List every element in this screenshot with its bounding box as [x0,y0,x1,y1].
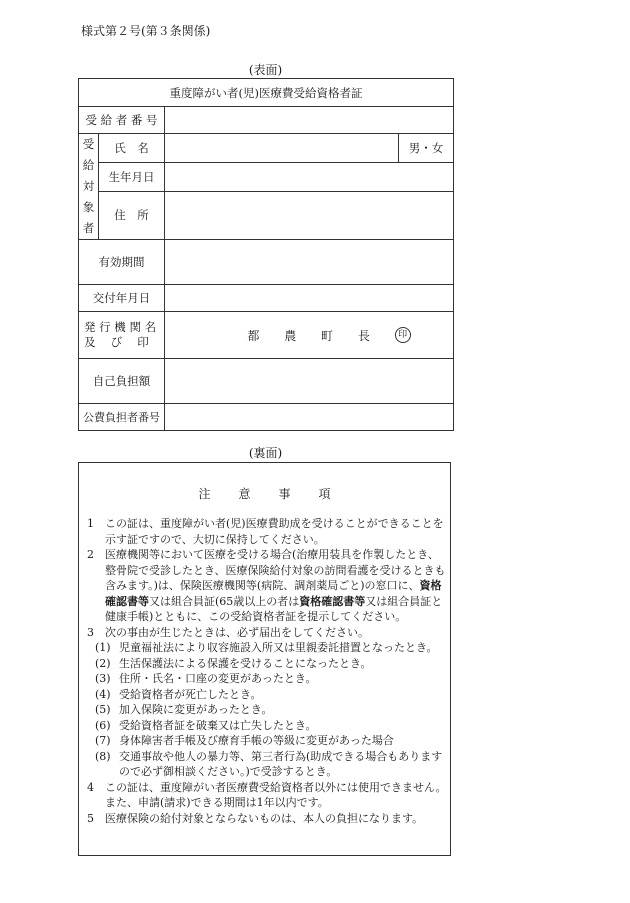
target-group-label: 受 給 対 象 者 [79,134,99,240]
issue-date-label: 交付年月日 [79,285,165,312]
issuer-word: 町 [321,328,334,343]
name-label: 氏 名 [99,134,165,163]
note-item: 3 次の事由が生じたときは、必ず届出をしてください。 [87,625,369,639]
note-item: 2 医療機関等において医療を受ける場合(治療用装具を作製したとき、整骨院で受診したとき、医療保険給付対象の訪問看護を受けるときも含みます。)は、保険医療機関等(病院、調剤薬局ごと)の窓口に、資格確認書等又は組合員証(65歳以上の者は資格確認書等又は組合員証と健康手帳)とともに、この受給資格者証を提示してください。 [87,548,446,623]
dob-label: 生年月日 [99,162,165,191]
seal-icon: 印 [395,327,411,343]
sub-item: (1) 児童福祉法により収容施設入所又は里親委託措置となったとき。 [95,641,438,654]
certificate-back-box [78,462,451,856]
notes-title: 注 意 事 項 [198,487,331,501]
certificate-title: 重度障がい者(児)医療費受給資格者証 [79,79,454,107]
note-item: 5 医療保険の給付対象とならないものは、本人の負担になります。 [87,811,424,825]
sub-item: (6) 受給資格者証を破棄又は亡失したとき。 [95,718,317,732]
recipient-number-field[interactable] [165,107,454,134]
sub-item: (8) 交通事故や他人の暴力等、第三者行為(助成できる場合もありますので必ず御相談ください。)で受診するとき。 [95,749,443,778]
issuer-signature-area [165,312,454,359]
sub-item: (5) 加入保険に変更があったとき。 [95,703,273,716]
copay-label: 自己負担額 [79,359,165,404]
certificate-front-table [78,78,454,431]
copay-field[interactable] [165,359,454,404]
form-number: 様式第２号(第３条関係) [81,24,211,38]
issuer-label: 発 行 機 関 名 及 び 印 [79,312,165,359]
address-label: 住 所 [99,191,165,239]
front-side-label: (表面) [248,63,283,77]
issuer-word: 長 [357,328,370,343]
note-item: 4 この証は、重度障がい者医療費受給資格者以外には使用できません。 [87,780,447,794]
sub-item: (4) 受給資格者が死亡したとき。 [95,687,262,701]
sub-item: (7) 身体障害者手帳及び療育手帳の等級に変更があった場合 [95,734,394,747]
notes-list [83,516,448,826]
recipient-number-label: 受 給 者 番 号 [79,107,165,134]
issuer-word: 都 [247,328,260,343]
address-field[interactable] [165,191,454,239]
name-field[interactable] [165,134,399,163]
valid-period-field[interactable] [165,240,454,285]
sex-selector[interactable]: 男・女 [399,134,454,163]
issue-date-field[interactable] [165,285,454,312]
valid-period-label: 有効期間 [79,240,165,285]
public-payer-field[interactable] [165,404,454,431]
sub-item: (2) 生活保護法による保護を受けることになったとき。 [95,656,372,670]
issuer-word: 農 [284,328,297,343]
note-continuation: また、申請(請求)できる期間は1年以内です。 [105,796,329,809]
note-item: 1 この証は、重度障がい者(児)医療費助成を受けることができることを示す証ですので、大切に保持してください。 [87,517,444,546]
sub-item: (3) 住所・氏名・口座の変更があったとき。 [95,672,317,685]
back-side-label: (裏面) [248,446,283,460]
dob-field[interactable] [165,162,454,191]
public-payer-label: 公費負担者番号 [79,404,165,431]
